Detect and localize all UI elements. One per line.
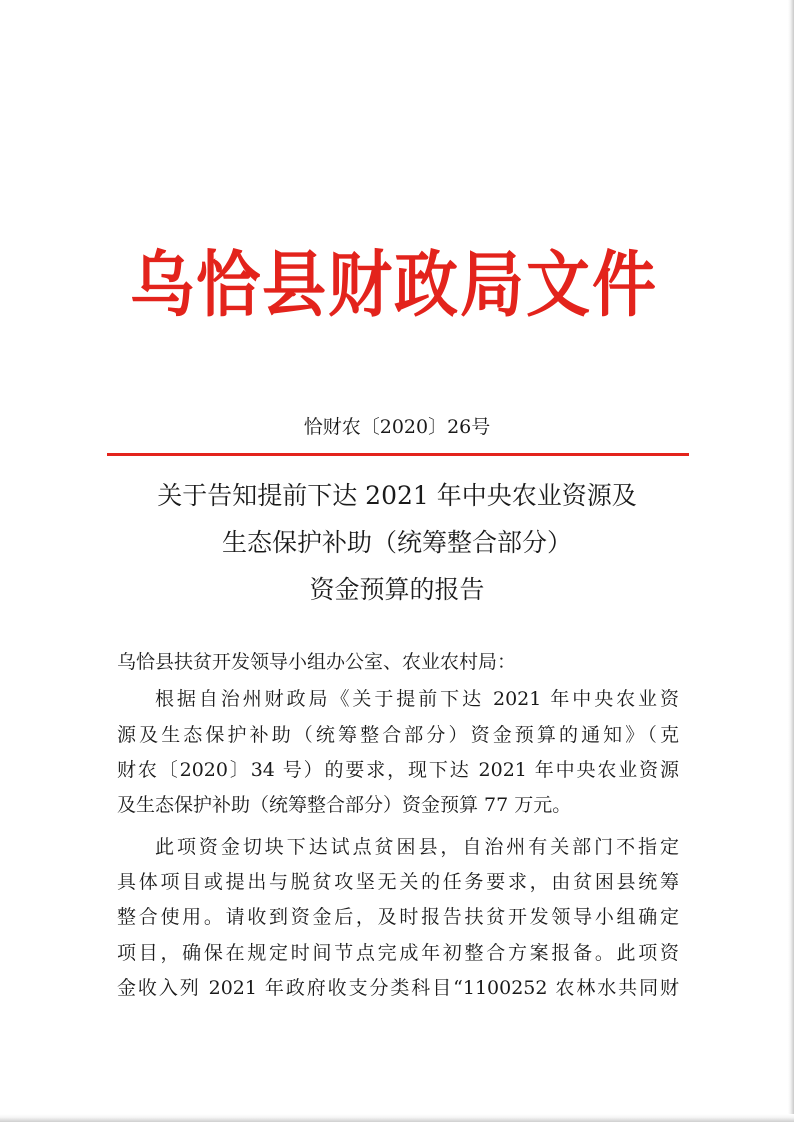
salutation: 乌恰县扶贫开发领导小组办公室、农业农村局： (117, 651, 517, 673)
paragraph-2-line-3: 整合使用。请收到资金后，及时报告扶贫开发领导小组确定 (117, 906, 679, 928)
paragraph-2-line-4: 项目，确保在规定时间节点完成年初整合方案报备。此项资 (117, 942, 679, 964)
paragraph-2-line-2: 具体项目或提出与脱贫攻坚无关的任务要求，由贫困县统筹 (117, 871, 679, 893)
page-edge-shadow-right (788, 0, 794, 1122)
paragraph-2-line-1: 此项资金切块下达试点贫困县，自治州有关部门不指定 (155, 836, 679, 858)
paragraph-1-line-4: 及生态保护补助（统筹整合部分）资金预算 77 万元。 (117, 794, 572, 816)
paragraph-1-line-2: 源及生态保护补助（统筹整合部分）资金预算的通知》（克 (117, 724, 679, 746)
page-edge-shadow-bottom (0, 1114, 794, 1122)
document-title-line-3: 资金预算的报告 (309, 575, 485, 604)
paragraph-1-line-3: 财农〔2020〕34 号）的要求，现下达 2021 年中央农业资源 (117, 759, 679, 781)
issuer-masthead: 乌恰县财政局文件 (130, 244, 658, 328)
document-title-line-2: 生态保护补助（统筹整合部分） (221, 528, 572, 557)
paragraph-2-line-5: 金收入列 2021 年政府收支分类科目“1100252 农林水共同财 (117, 977, 679, 999)
red-separator-rule (107, 453, 689, 456)
document-title-line-1: 关于告知提前下达 2021 年中央农业资源及 (157, 481, 637, 510)
paragraph-1-line-1: 根据自治州财政局《关于提前下达 2021 年中央农业资 (155, 688, 679, 710)
document-number: 恰财农〔2020〕26号 (303, 416, 491, 438)
